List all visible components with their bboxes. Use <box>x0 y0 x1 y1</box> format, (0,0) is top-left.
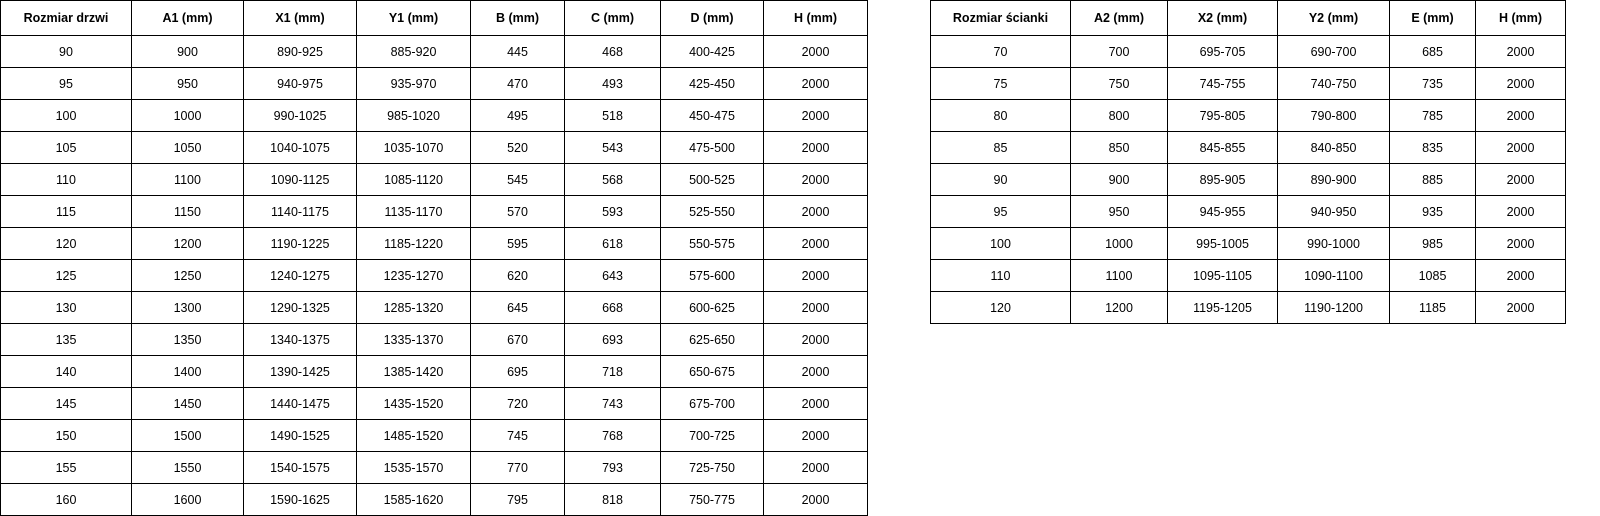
walls-cell: 2000 <box>1476 100 1566 132</box>
table-row <box>1 196 868 228</box>
doors-table-head <box>1 1 868 36</box>
doors-cell: 718 <box>565 356 661 388</box>
doors-cell: 2000 <box>764 196 868 228</box>
doors-cell: 1140-1175 <box>244 196 357 228</box>
doors-cell: 1435-1520 <box>357 388 471 420</box>
doors-cell: 1300 <box>132 292 244 324</box>
walls-cell: 1185 <box>1390 292 1476 324</box>
table-row <box>1 100 868 132</box>
doors-cell: 90 <box>1 36 132 68</box>
walls-table-head <box>931 1 1566 36</box>
walls-cell: 1200 <box>1071 292 1168 324</box>
doors-cell: 115 <box>1 196 132 228</box>
walls-cell: 1190-1200 <box>1278 292 1390 324</box>
doors-column-header: H (mm) <box>764 1 868 36</box>
doors-cell: 568 <box>565 164 661 196</box>
doors-cell: 693 <box>565 324 661 356</box>
walls-cell: 695-705 <box>1168 36 1278 68</box>
doors-cell: 2000 <box>764 292 868 324</box>
doors-cell: 795 <box>471 484 565 516</box>
table-row <box>1 420 868 452</box>
walls-cell: 2000 <box>1476 132 1566 164</box>
table-row <box>931 260 1566 292</box>
walls-cell: 950 <box>1071 196 1168 228</box>
doors-cell: 793 <box>565 452 661 484</box>
doors-column-header: D (mm) <box>661 1 764 36</box>
walls-cell: 990-1000 <box>1278 228 1390 260</box>
doors-cell: 770 <box>471 452 565 484</box>
walls-column-header: Y2 (mm) <box>1278 1 1390 36</box>
table-row <box>931 228 1566 260</box>
walls-cell: 1095-1105 <box>1168 260 1278 292</box>
doors-cell: 2000 <box>764 356 868 388</box>
doors-cell: 135 <box>1 324 132 356</box>
doors-cell: 885-920 <box>357 36 471 68</box>
walls-cell: 2000 <box>1476 260 1566 292</box>
doors-cell: 468 <box>565 36 661 68</box>
doors-cell: 1440-1475 <box>244 388 357 420</box>
walls-cell: 700 <box>1071 36 1168 68</box>
walls-cell: 745-755 <box>1168 68 1278 100</box>
doors-cell: 695 <box>471 356 565 388</box>
walls-cell: 95 <box>931 196 1071 228</box>
walls-column-header: X2 (mm) <box>1168 1 1278 36</box>
doors-cell: 1100 <box>132 164 244 196</box>
doors-cell: 2000 <box>764 228 868 260</box>
table-header-row <box>931 1 1566 36</box>
walls-cell: 940-950 <box>1278 196 1390 228</box>
doors-cell: 1450 <box>132 388 244 420</box>
doors-cell: 495 <box>471 100 565 132</box>
doors-cell: 1385-1420 <box>357 356 471 388</box>
doors-cell: 720 <box>471 388 565 420</box>
doors-cell: 1200 <box>132 228 244 260</box>
doors-cell: 145 <box>1 388 132 420</box>
doors-cell: 625-650 <box>661 324 764 356</box>
walls-cell: 750 <box>1071 68 1168 100</box>
doors-cell: 890-925 <box>244 36 357 68</box>
doors-cell: 100 <box>1 100 132 132</box>
walls-cell: 110 <box>931 260 1071 292</box>
doors-cell: 940-975 <box>244 68 357 100</box>
table-row <box>931 36 1566 68</box>
walls-table-container <box>930 0 1566 324</box>
table-row <box>931 132 1566 164</box>
doors-cell: 818 <box>565 484 661 516</box>
doors-cell: 2000 <box>764 36 868 68</box>
doors-cell: 2000 <box>764 100 868 132</box>
doors-cell: 475-500 <box>661 132 764 164</box>
doors-cell: 1235-1270 <box>357 260 471 292</box>
doors-cell: 400-425 <box>661 36 764 68</box>
doors-cell: 618 <box>565 228 661 260</box>
doors-cell: 493 <box>565 68 661 100</box>
doors-cell: 1590-1625 <box>244 484 357 516</box>
doors-cell: 95 <box>1 68 132 100</box>
walls-cell: 850 <box>1071 132 1168 164</box>
doors-cell: 1600 <box>132 484 244 516</box>
walls-cell: 2000 <box>1476 36 1566 68</box>
walls-cell: 740-750 <box>1278 68 1390 100</box>
doors-column-header: X1 (mm) <box>244 1 357 36</box>
walls-cell: 685 <box>1390 36 1476 68</box>
doors-cell: 150 <box>1 420 132 452</box>
doors-cell: 743 <box>565 388 661 420</box>
doors-cell: 155 <box>1 452 132 484</box>
walls-cell: 995-1005 <box>1168 228 1278 260</box>
doors-cell: 425-450 <box>661 68 764 100</box>
doors-cell: 520 <box>471 132 565 164</box>
walls-cell: 80 <box>931 100 1071 132</box>
doors-cell: 140 <box>1 356 132 388</box>
table-header-row <box>1 1 868 36</box>
doors-cell: 1040-1075 <box>244 132 357 164</box>
doors-cell: 543 <box>565 132 661 164</box>
walls-cell: 735 <box>1390 68 1476 100</box>
walls-cell: 945-955 <box>1168 196 1278 228</box>
walls-cell: 70 <box>931 36 1071 68</box>
walls-cell: 890-900 <box>1278 164 1390 196</box>
doors-cell: 2000 <box>764 484 868 516</box>
doors-cell: 1340-1375 <box>244 324 357 356</box>
table-row <box>931 292 1566 324</box>
doors-cell: 620 <box>471 260 565 292</box>
doors-cell: 1000 <box>132 100 244 132</box>
walls-cell: 90 <box>931 164 1071 196</box>
doors-cell: 125 <box>1 260 132 292</box>
doors-cell: 575-600 <box>661 260 764 292</box>
doors-cell: 1485-1520 <box>357 420 471 452</box>
doors-cell: 518 <box>565 100 661 132</box>
doors-cell: 668 <box>565 292 661 324</box>
walls-cell: 1100 <box>1071 260 1168 292</box>
doors-cell: 600-625 <box>661 292 764 324</box>
walls-cell: 85 <box>931 132 1071 164</box>
walls-cell: 935 <box>1390 196 1476 228</box>
doors-cell: 550-575 <box>661 228 764 260</box>
doors-column-header: C (mm) <box>565 1 661 36</box>
walls-cell: 900 <box>1071 164 1168 196</box>
walls-cell: 2000 <box>1476 196 1566 228</box>
doors-column-header: B (mm) <box>471 1 565 36</box>
doors-table-body <box>1 36 868 516</box>
walls-column-header: E (mm) <box>1390 1 1476 36</box>
walls-cell: 75 <box>931 68 1071 100</box>
doors-cell: 525-550 <box>661 196 764 228</box>
doors-cell: 130 <box>1 292 132 324</box>
doors-cell: 1490-1525 <box>244 420 357 452</box>
doors-column-header: Y1 (mm) <box>357 1 471 36</box>
doors-cell: 545 <box>471 164 565 196</box>
doors-cell: 1335-1370 <box>357 324 471 356</box>
walls-cell: 2000 <box>1476 292 1566 324</box>
walls-column-header: H (mm) <box>1476 1 1566 36</box>
doors-column-header: Rozmiar drzwi <box>1 1 132 36</box>
doors-cell: 1135-1170 <box>357 196 471 228</box>
walls-column-header: A2 (mm) <box>1071 1 1168 36</box>
table-row <box>931 164 1566 196</box>
doors-cell: 670 <box>471 324 565 356</box>
table-row <box>931 68 1566 100</box>
walls-column-header: Rozmiar ścianki <box>931 1 1071 36</box>
doors-cell: 2000 <box>764 388 868 420</box>
table-row <box>1 260 868 292</box>
doors-cell: 1400 <box>132 356 244 388</box>
table-row <box>1 36 868 68</box>
doors-cell: 2000 <box>764 164 868 196</box>
doors-column-header: A1 (mm) <box>132 1 244 36</box>
walls-cell: 800 <box>1071 100 1168 132</box>
doors-cell: 1350 <box>132 324 244 356</box>
doors-cell: 110 <box>1 164 132 196</box>
doors-cell: 470 <box>471 68 565 100</box>
doors-cell: 1090-1125 <box>244 164 357 196</box>
table-row <box>931 196 1566 228</box>
doors-cell: 768 <box>565 420 661 452</box>
walls-cell: 885 <box>1390 164 1476 196</box>
walls-cell: 1000 <box>1071 228 1168 260</box>
doors-cell: 450-475 <box>661 100 764 132</box>
table-row <box>1 164 868 196</box>
walls-table-body <box>931 36 1566 324</box>
walls-cell: 795-805 <box>1168 100 1278 132</box>
walls-cell: 690-700 <box>1278 36 1390 68</box>
doors-cell: 120 <box>1 228 132 260</box>
doors-cell: 745 <box>471 420 565 452</box>
doors-cell: 1540-1575 <box>244 452 357 484</box>
walls-cell: 985 <box>1390 228 1476 260</box>
doors-cell: 935-970 <box>357 68 471 100</box>
walls-cell: 1090-1100 <box>1278 260 1390 292</box>
doors-cell: 1035-1070 <box>357 132 471 164</box>
doors-cell: 2000 <box>764 452 868 484</box>
doors-cell: 900 <box>132 36 244 68</box>
doors-cell: 1390-1425 <box>244 356 357 388</box>
walls-cell: 840-850 <box>1278 132 1390 164</box>
doors-cell: 500-525 <box>661 164 764 196</box>
table-row <box>1 452 868 484</box>
table-row <box>1 228 868 260</box>
doors-cell: 1550 <box>132 452 244 484</box>
walls-cell: 845-855 <box>1168 132 1278 164</box>
walls-cell: 785 <box>1390 100 1476 132</box>
doors-cell: 1585-1620 <box>357 484 471 516</box>
doors-cell: 1250 <box>132 260 244 292</box>
doors-cell: 1085-1120 <box>357 164 471 196</box>
doors-cell: 105 <box>1 132 132 164</box>
doors-cell: 1285-1320 <box>357 292 471 324</box>
table-row <box>1 292 868 324</box>
walls-cell: 895-905 <box>1168 164 1278 196</box>
walls-cell: 120 <box>931 292 1071 324</box>
walls-cell: 100 <box>931 228 1071 260</box>
table-row <box>1 484 868 516</box>
doors-cell: 1500 <box>132 420 244 452</box>
doors-cell: 570 <box>471 196 565 228</box>
doors-cell: 990-1025 <box>244 100 357 132</box>
doors-cell: 650-675 <box>661 356 764 388</box>
doors-cell: 643 <box>565 260 661 292</box>
walls-cell: 2000 <box>1476 228 1566 260</box>
walls-cell: 835 <box>1390 132 1476 164</box>
doors-cell: 1185-1220 <box>357 228 471 260</box>
walls-cell: 1195-1205 <box>1168 292 1278 324</box>
doors-cell: 1050 <box>132 132 244 164</box>
walls-cell: 1085 <box>1390 260 1476 292</box>
doors-cell: 750-775 <box>661 484 764 516</box>
doors-cell: 2000 <box>764 260 868 292</box>
doors-cell: 595 <box>471 228 565 260</box>
doors-cell: 445 <box>471 36 565 68</box>
doors-cell: 593 <box>565 196 661 228</box>
walls-dimensions-table <box>930 0 1566 324</box>
doors-cell: 2000 <box>764 68 868 100</box>
doors-cell: 2000 <box>764 132 868 164</box>
doors-cell: 950 <box>132 68 244 100</box>
table-row <box>1 68 868 100</box>
doors-cell: 725-750 <box>661 452 764 484</box>
table-row <box>1 324 868 356</box>
doors-cell: 160 <box>1 484 132 516</box>
doors-cell: 1535-1570 <box>357 452 471 484</box>
table-row <box>1 132 868 164</box>
doors-cell: 700-725 <box>661 420 764 452</box>
doors-cell: 1190-1225 <box>244 228 357 260</box>
walls-cell: 2000 <box>1476 68 1566 100</box>
table-row <box>1 356 868 388</box>
doors-cell: 2000 <box>764 420 868 452</box>
doors-cell: 2000 <box>764 324 868 356</box>
doors-cell: 985-1020 <box>357 100 471 132</box>
walls-cell: 2000 <box>1476 164 1566 196</box>
doors-cell: 675-700 <box>661 388 764 420</box>
doors-cell: 1150 <box>132 196 244 228</box>
table-row <box>1 388 868 420</box>
doors-cell: 1240-1275 <box>244 260 357 292</box>
table-row <box>931 100 1566 132</box>
doors-cell: 1290-1325 <box>244 292 357 324</box>
doors-cell: 645 <box>471 292 565 324</box>
walls-cell: 790-800 <box>1278 100 1390 132</box>
